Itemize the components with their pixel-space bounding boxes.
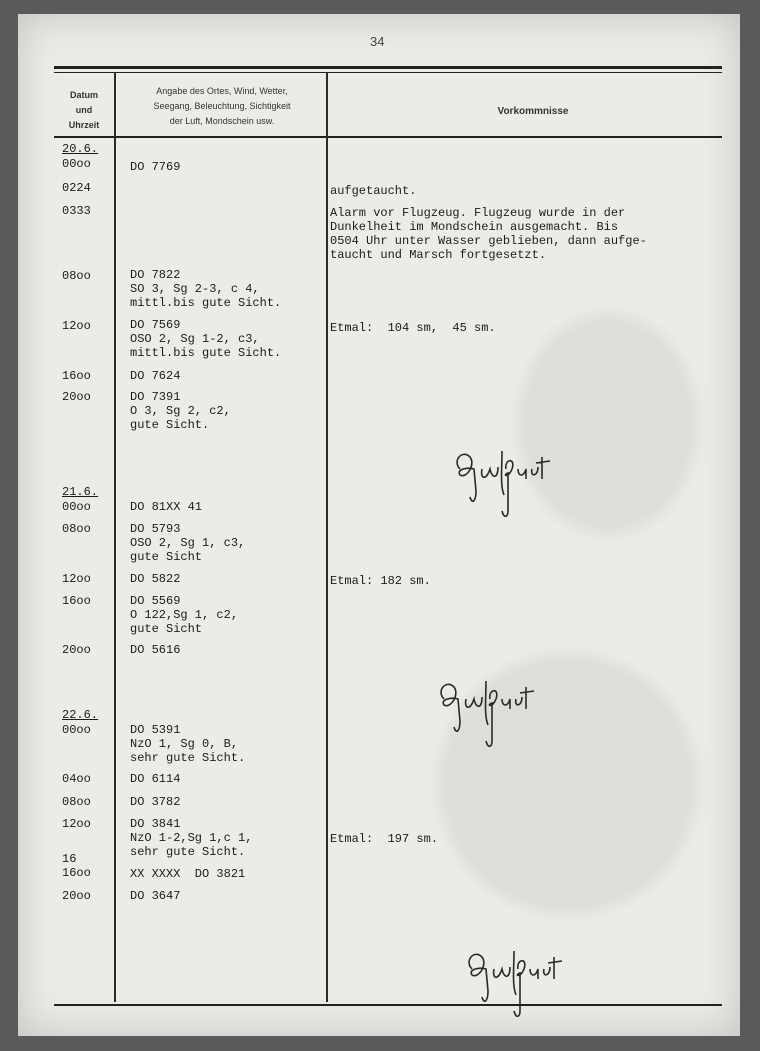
log-page — [18, 14, 740, 1036]
entry-time: 00oo — [62, 157, 91, 171]
entry-location: DO 7391 O 3, Sg 2, c2, gute Sicht. — [130, 390, 231, 432]
column-divider-date — [114, 72, 116, 1002]
entry-event: Etmal: 182 sm. — [330, 574, 431, 588]
date-label: 20.6. — [62, 142, 99, 156]
entry-location: DO 3841 NzO 1-2,Sg 1,c 1, sehr gute Sicht. — [130, 817, 253, 859]
date-label: 22.6. — [62, 708, 99, 722]
entry-location: DO 3647 — [130, 889, 181, 903]
entry-location: DO 7769 — [130, 160, 181, 174]
entry-time: 08oo — [62, 795, 91, 809]
entry-event: Etmal: 197 sm. — [330, 832, 439, 846]
column-divider-events — [326, 72, 328, 1002]
entry-time: 16oo — [62, 594, 91, 608]
entry-event: Alarm vor Flugzeug. Flugzeug wurde in der Dunkelheit im Mondschein ausgemacht. Bis 0504 Uhr unter Wasser geblieben, dann aufge- taucht und Marsch fortgesetzt. — [330, 206, 647, 262]
entry-time: 20oo — [62, 889, 91, 903]
entry-time: 08oo — [62, 269, 91, 283]
entry-time: 12oo — [62, 817, 91, 831]
entry-event: aufgetaucht. — [330, 184, 417, 198]
entry-time: 16 16oo — [62, 852, 91, 880]
entry-location: DO 5822 — [130, 572, 181, 586]
header-datum — [54, 88, 114, 133]
entry-time: 12oo — [62, 319, 91, 333]
entry-time: 0224 — [62, 181, 91, 195]
header-rule — [54, 136, 722, 138]
entry-location: DO 5793 OSO 2, Sg 1, c3, gute Sicht — [130, 522, 246, 564]
entry-time: 20oo — [62, 390, 91, 404]
entry-time: 12oo — [62, 572, 91, 586]
entry-time: 04oo — [62, 772, 91, 786]
top-rule-thin — [54, 72, 722, 73]
entry-time: 0333 — [62, 204, 91, 218]
entry-location: DO 7569 OSO 2, Sg 1-2, c3, mittl.bis gute Sicht. — [130, 318, 282, 360]
page-number: 34 — [370, 34, 385, 49]
header-datum-line: und — [75, 105, 93, 115]
entry-time: 16oo — [62, 369, 91, 383]
entry-time: 08oo — [62, 522, 91, 536]
header-datum-line: Datum — [69, 90, 98, 100]
handwritten-signature — [430, 669, 540, 749]
handwritten-signature — [458, 939, 568, 1019]
entry-location: DO 6114 — [130, 772, 181, 786]
entry-time: 00oo — [62, 500, 91, 514]
entry-location: DO 5391 NzO 1, Sg 0, B, sehr gute Sicht. — [130, 723, 246, 765]
entry-event: Etmal: 104 sm, 45 sm. — [330, 321, 496, 335]
top-rule — [54, 66, 722, 69]
handwritten-signature — [446, 439, 556, 519]
header-angabe — [118, 84, 326, 129]
header-angabe-line: der Luft, Mondschein usw. — [169, 116, 275, 126]
entry-location: DO 7822 SO 3, Sg 2-3, c 4, mittl.bis gute Sicht. — [130, 268, 282, 310]
date-label: 21.6. — [62, 485, 99, 499]
header-angabe-line: Angabe des Ortes, Wind, Wetter, — [156, 86, 288, 96]
bottom-rule — [54, 1004, 722, 1006]
entry-location: DO 5569 O 122,Sg 1, c2, gute Sicht — [130, 594, 239, 636]
entry-time: 00oo — [62, 723, 91, 737]
entry-location: XX XXXX DO 3821 — [130, 867, 246, 881]
entry-location: DO 81XX 41 — [130, 500, 203, 514]
entry-location: DO 5616 — [130, 643, 181, 657]
entry-time: 20oo — [62, 643, 91, 657]
header-vorkommnisse: Vorkommnisse — [497, 106, 569, 117]
header-datum-line: Uhrzeit — [68, 120, 100, 130]
entry-location: DO 3782 — [130, 795, 181, 809]
entry-location: DO 7624 — [130, 369, 181, 383]
header-angabe-line: Seegang, Beleuchtung, Sichtigkeit — [153, 101, 291, 111]
